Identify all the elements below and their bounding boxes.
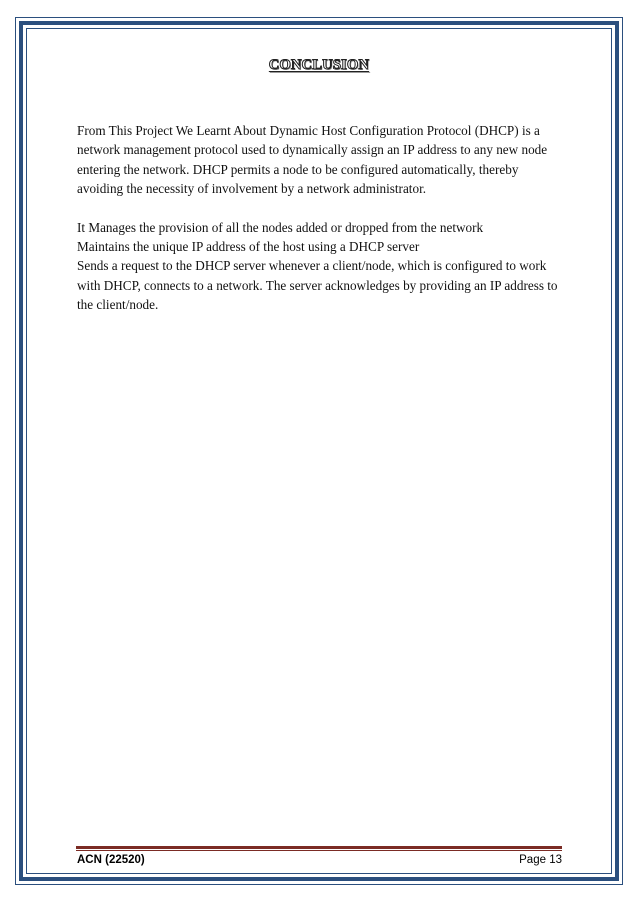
body-line-manages: It Manages the provision of all the nodes added or dropped from the network	[77, 219, 484, 235]
footer-course-code: ACN (22520)	[77, 854, 145, 866]
paragraph-spacer	[77, 199, 567, 218]
body-line-sends: Sends a request to the DHCP server whenever a client/node, which is configured to work with DHCP, connects to a network. The server acknowledges by providing an IP address to the client/node.	[77, 258, 558, 313]
document-body	[77, 121, 567, 315]
footer-page-number: Page 13	[519, 854, 562, 866]
intro-paragraph: From This Project We Learnt About Dynamic Host Configuration Protocol (DHCP) is a network management protocol used to dynamically assign an IP address to any new node entering the network. DHCP permits a node to be configured automatically, thereby avoiding the necessity of involvement by a network administrator.	[77, 123, 548, 197]
footer-rule-thick	[76, 846, 562, 849]
footer-rule-thin	[76, 850, 562, 851]
body-line-maintains: Maintains the unique IP address of the host using a DHCP server	[77, 239, 420, 255]
page-title: CONCLUSION	[268, 57, 370, 73]
